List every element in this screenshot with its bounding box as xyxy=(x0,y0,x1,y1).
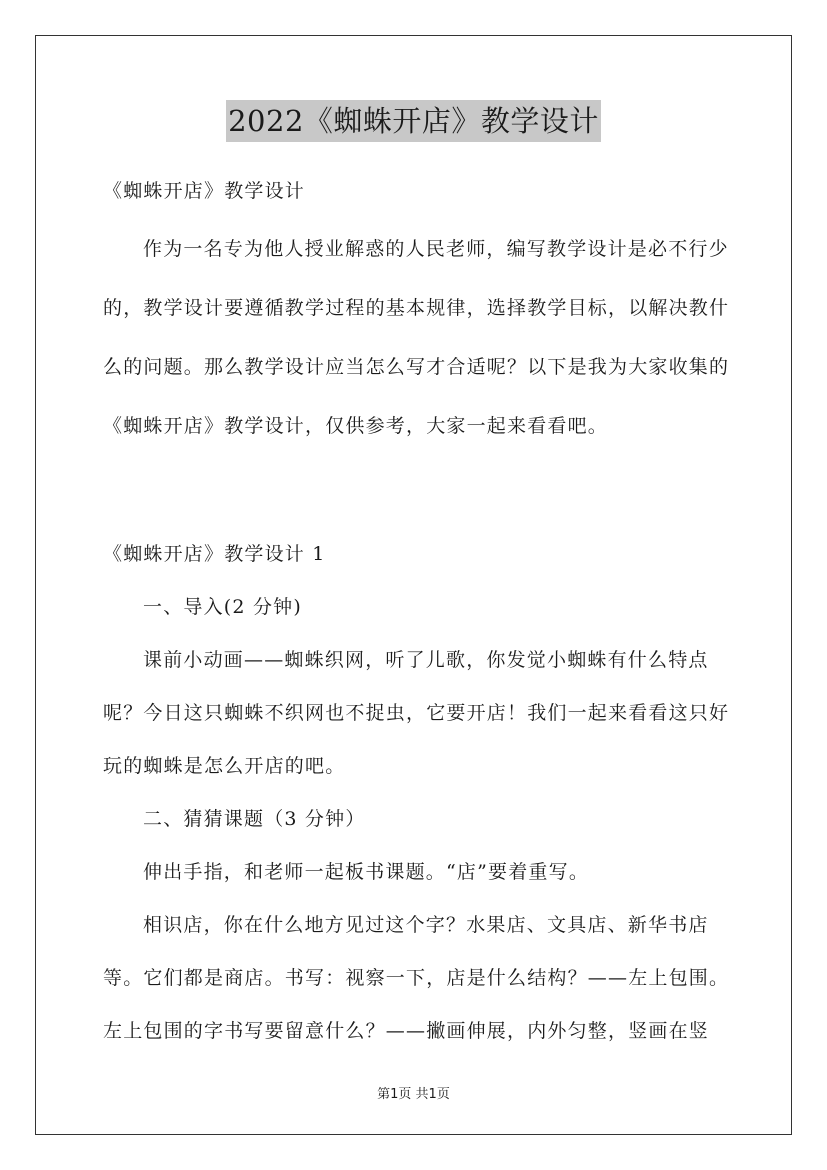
step-1-paragraph: 课前小动画——蜘蛛织网，听了儿歌，你发觉小蜘蛛有什么特点呢？今日这只蜘蛛不织网也不捉虫，它要开店！我们一起来看看这只好玩的蜘蛛是怎么开店的吧。 xyxy=(103,649,730,777)
intro-paragraph: 作为一名专为他人授业解惑的人民老师，编写教学设计是必不行少的，教学设计要遵循教学过程的基本规律，选择教学目标，以解决教什么的问题。那么教学设计应当怎么写才合适呢？以下是我为大家收集的《蜘蛛开店》教学设计，仅供参考，大家一起来看看吧。 xyxy=(103,238,730,437)
step-1-heading: 一、导入(2 分钟) xyxy=(143,596,302,618)
document-title-text: 2022《蜘蛛开店》教学设计 xyxy=(226,100,601,142)
document-subtitle: 《蜘蛛开店》教学设计 xyxy=(103,180,306,202)
document-title xyxy=(0,100,827,142)
step-2-heading: 二、猜猜课题（3 分钟） xyxy=(143,808,366,830)
step-2-paragraph-1: 伸出手指，和老师一起板书课题。“店”要着重写。 xyxy=(143,861,590,883)
section-1 xyxy=(103,528,743,1058)
document-body xyxy=(103,174,743,1058)
page-footer: 第1页 共1页 xyxy=(377,1087,450,1102)
section-1-heading: 《蜘蛛开店》教学设计 1 xyxy=(103,543,326,565)
step-2-paragraph-2: 相识店，你在什么地方见过这个字？水果店、文具店、新华书店等。它们都是商店。书写：视察一下，店是什么结构？——左上包围。左上包围的字书写要留意什么？——撇画伸展，内外匀整，竖画在竖 xyxy=(103,914,730,1042)
